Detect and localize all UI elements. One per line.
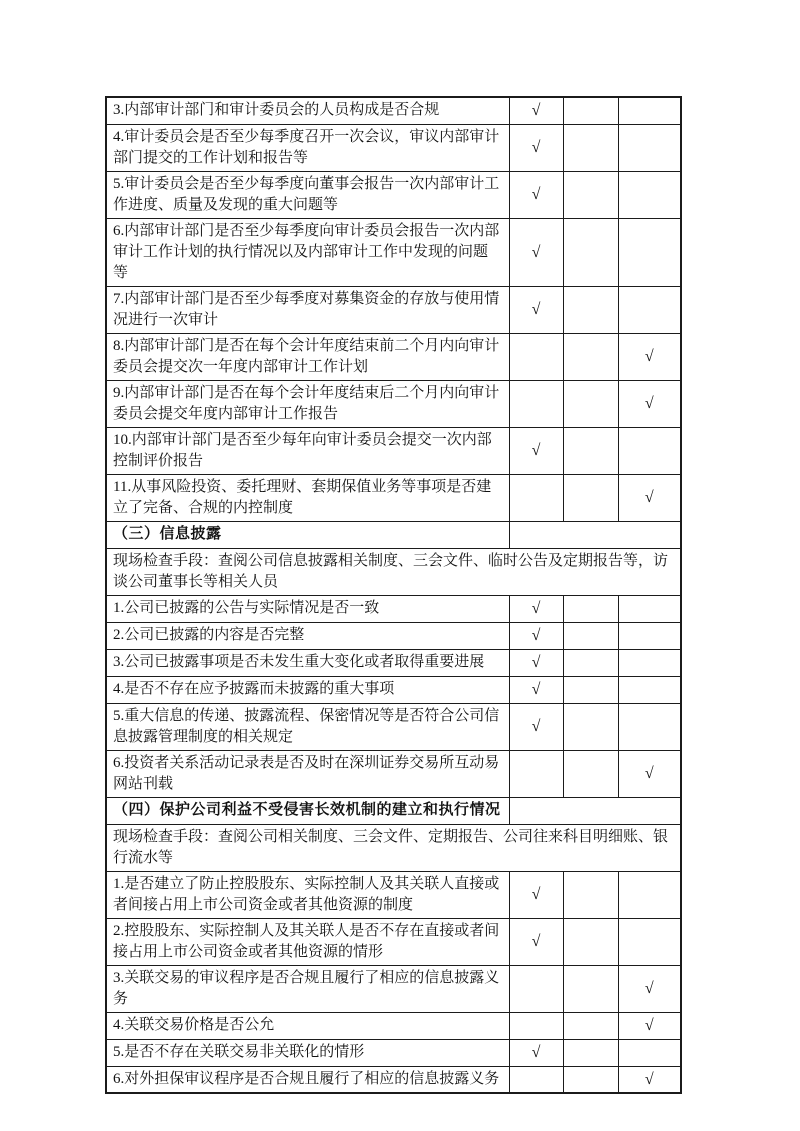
check-mark: √ [509,595,563,622]
check-mark: √ [509,703,563,750]
method-description: 现场检查手段：查阅公司相关制度、三会文件、定期报告、公司往来科目明细账、银行流水等 [106,824,681,871]
check-mark: √ [509,676,563,703]
table-row [106,703,681,750]
check-cell-2 [563,750,618,797]
compliance-checklist-table [105,96,682,1094]
check-mark: √ [509,171,563,218]
check-mark: √ [509,1039,563,1066]
check-mark: √ [509,286,563,333]
check-cell-3 [618,595,681,622]
check-cell-3 [618,1039,681,1066]
table-row [106,1066,681,1093]
check-cell-3 [618,218,681,286]
check-cell-2 [563,1012,618,1039]
check-cell-2 [563,333,618,380]
check-cell-3 [618,171,681,218]
table-row [106,474,681,521]
check-mark: √ [618,965,681,1012]
check-cell-2 [563,622,618,649]
check-cell-3 [618,871,681,918]
table-row [106,918,681,965]
check-cell-3 [618,703,681,750]
item-description: 3.内部审计部门和审计委员会的人员构成是否合规 [106,97,509,124]
check-mark: √ [509,427,563,474]
table-row [106,521,681,548]
check-cell-1 [509,965,563,1012]
check-cell-3 [618,918,681,965]
item-description: 4.是否不存在应予披露而未披露的重大事项 [106,676,509,703]
check-cell-3 [618,622,681,649]
section-check-area [509,797,681,824]
check-cell-1 [509,333,563,380]
table-row [106,1012,681,1039]
table-row [106,622,681,649]
check-cell-2 [563,965,618,1012]
item-description: 6.投资者关系活动记录表是否及时在深圳证券交易所互动易网站刊载 [106,750,509,797]
section-title: （四）保护公司利益不受侵害长效机制的建立和执行情况 [106,797,509,824]
table-row [106,286,681,333]
table-row [106,750,681,797]
check-cell-1 [509,380,563,427]
check-cell-2 [563,595,618,622]
table-row [106,965,681,1012]
item-description: 2.控股股东、实际控制人及其关联人是否不存在直接或者间接占用上市公司资金或者其他资源的情形 [106,918,509,965]
item-description: 3.关联交易的审议程序是否合规且履行了相应的信息披露义务 [106,965,509,1012]
item-description: 8.内部审计部门是否在每个会计年度结束前二个月内向审计委员会提交次一年度内部审计工作计划 [106,333,509,380]
check-cell-1 [509,750,563,797]
check-mark: √ [618,750,681,797]
table-row [106,427,681,474]
item-description: 3.公司已披露事项是否未发生重大变化或者取得重要进展 [106,649,509,676]
check-mark: √ [618,333,681,380]
check-mark: √ [509,218,563,286]
table-row [106,97,681,124]
table-row [106,548,681,595]
check-cell-1 [509,1012,563,1039]
item-description: 2.公司已披露的内容是否完整 [106,622,509,649]
check-cell-1 [509,474,563,521]
check-mark: √ [618,1012,681,1039]
section-check-area [509,521,681,548]
item-description: 1.公司已披露的公告与实际情况是否一致 [106,595,509,622]
check-mark: √ [509,918,563,965]
item-description: 11.从事风险投资、委托理财、套期保值业务等事项是否建立了完备、合规的内控制度 [106,474,509,521]
checklist-table-body [106,97,681,1093]
item-description: 5.审计委员会是否至少每季度向董事会报告一次内部审计工作进度、质量及发现的重大问题等 [106,171,509,218]
check-cell-2 [563,218,618,286]
table-row [106,676,681,703]
item-description: 1.是否建立了防止控股股东、实际控制人及其关联人直接或者间接占用上市公司资金或者其他资源的制度 [106,871,509,918]
item-description: 7.内部审计部门是否至少每季度对募集资金的存放与使用情况进行一次审计 [106,286,509,333]
check-cell-2 [563,871,618,918]
check-mark: √ [618,1066,681,1093]
method-description: 现场检查手段：查阅公司信息披露相关制度、三会文件、临时公告及定期报告等，访谈公司董事长等相关人员 [106,548,681,595]
check-cell-2 [563,1066,618,1093]
table-row [106,797,681,824]
table-row [106,824,681,871]
check-cell-2 [563,124,618,171]
item-description: 5.重大信息的传递、披露流程、保密情况等是否符合公司信息披露管理制度的相关规定 [106,703,509,750]
table-row [106,871,681,918]
table-row [106,171,681,218]
table-row [106,124,681,171]
check-mark: √ [618,474,681,521]
check-cell-2 [563,474,618,521]
table-row [106,218,681,286]
check-mark: √ [618,380,681,427]
item-description: 6.内部审计部门是否至少每季度向审计委员会报告一次内部审计工作计划的执行情况以及内部审计工作中发现的问题等 [106,218,509,286]
check-cell-2 [563,918,618,965]
check-mark: √ [509,97,563,124]
check-cell-2 [563,649,618,676]
check-cell-3 [618,286,681,333]
check-mark: √ [509,622,563,649]
check-cell-2 [563,171,618,218]
item-description: 10.内部审计部门是否至少每年向审计委员会提交一次内部控制评价报告 [106,427,509,474]
item-description: 5.是否不存在关联交易非关联化的情形 [106,1039,509,1066]
check-cell-2 [563,703,618,750]
check-cell-3 [618,649,681,676]
item-description: 4.审计委员会是否至少每季度召开一次会议，审议内部审计部门提交的工作计划和报告等 [106,124,509,171]
check-cell-2 [563,427,618,474]
table-row [106,1039,681,1066]
table-row [106,649,681,676]
check-mark: √ [509,124,563,171]
table-row [106,333,681,380]
item-description: 6.对外担保审议程序是否合规且履行了相应的信息披露义务 [106,1066,509,1093]
check-cell-3 [618,124,681,171]
item-description: 4.关联交易价格是否公允 [106,1012,509,1039]
check-cell-2 [563,286,618,333]
check-cell-2 [563,676,618,703]
check-cell-2 [563,1039,618,1066]
check-cell-2 [563,380,618,427]
check-cell-3 [618,427,681,474]
check-cell-3 [618,97,681,124]
check-cell-1 [509,1066,563,1093]
table-row [106,595,681,622]
table-row [106,380,681,427]
section-title: （三）信息披露 [106,521,509,548]
item-description: 9.内部审计部门是否在每个会计年度结束后二个月内向审计委员会提交年度内部审计工作报告 [106,380,509,427]
check-mark: √ [509,649,563,676]
check-mark: √ [509,871,563,918]
check-cell-2 [563,97,618,124]
check-cell-3 [618,676,681,703]
